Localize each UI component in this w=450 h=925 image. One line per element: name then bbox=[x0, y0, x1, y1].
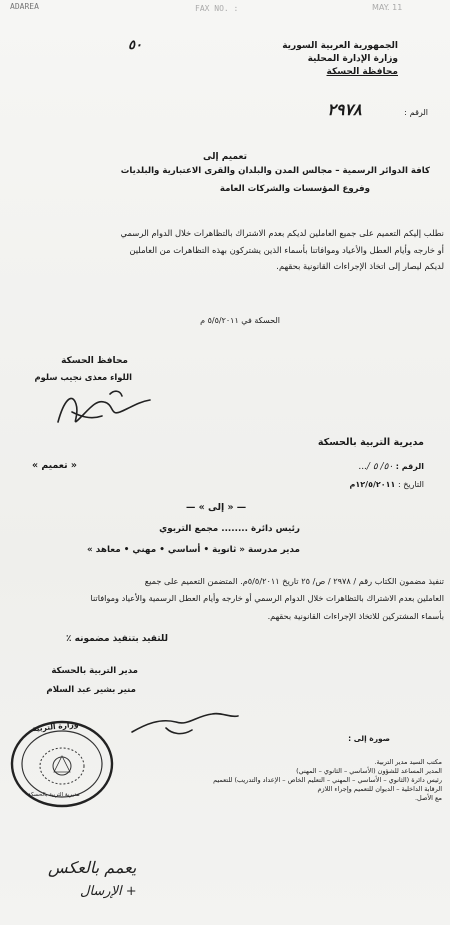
recipient-line-2: مدير مدرسة « ثانوية • أساسي • مهني • معاهد » bbox=[87, 545, 300, 555]
directorate-number bbox=[358, 462, 424, 472]
date-line: الحسكة في ٥/٥/٢٠١١ م bbox=[200, 316, 280, 325]
circular-label: « تعميم » bbox=[32, 460, 77, 471]
directorate-name: مديرية التربية بالحسكة bbox=[317, 437, 424, 448]
director-name: منير بشير عبد السلام bbox=[46, 685, 136, 695]
handwritten-note-1: يعمم بالعكس bbox=[48, 858, 137, 877]
directorate-date-value: ١٢/٥/٢٠١١م bbox=[349, 480, 396, 489]
cc-item: مكتب السيد مدير التربية. bbox=[374, 758, 442, 766]
to-label: — « إلى » — bbox=[186, 502, 247, 513]
cc-item: رئيس دائرة (الثانوي – الأساسي – المهني – التعليم الخاص – الإعداد والتدريب) للتعميم bbox=[213, 776, 442, 784]
cc-item: مع الأصل. bbox=[414, 794, 442, 802]
body-line-1: نطلب إليكم التعميم على جميع العاملين لديكم بعدم الاشتراك بالتظاهرات خلال الدوام الرسمي bbox=[120, 228, 444, 238]
official-stamp bbox=[6, 712, 118, 812]
fax-header-right: MAY. 11 bbox=[372, 3, 403, 12]
directive-emphasis: للتقيد بتنفيذ مضمونه ٪ bbox=[65, 634, 168, 644]
directive-line-3: بأسماء المشتركين للاتخاذ الإجراءات القانونية بحقهم. bbox=[267, 611, 444, 621]
body-line-2: أو خارجه وأيام العطل والأعياد وموافاتنا بأسماء الذين يشتركون بهذه التظاهرات من العاملين bbox=[129, 245, 444, 255]
cc-item: المدير المساعد للشؤون (الأساسي – الثانوي – المهني) bbox=[296, 767, 442, 775]
to-text: إلى bbox=[207, 502, 225, 513]
governor-signature bbox=[50, 382, 170, 432]
directive-line-1: تنفيذ مضمون الكتاب رقم / ٢٩٧٨ / ص/ ٢٥ تاريخ ٥/٥/٢٠١١م. المتضمن التعميم على جميع bbox=[144, 576, 444, 586]
document-number: ٥٠ bbox=[128, 38, 142, 53]
directorate-number-value: ٥٠/ ٥ /... bbox=[358, 462, 394, 472]
fax-header-middle: FAX NO. : bbox=[195, 4, 239, 13]
governor-name: اللواء معذى نجيب سلوم bbox=[34, 372, 132, 382]
director-title: مدير التربية بالحسكة bbox=[51, 666, 138, 676]
letterhead-governorate: محافظة الحسكة bbox=[326, 67, 398, 77]
recipient-line-1: رئيس دائرة ........ مجمع التربوي bbox=[159, 524, 300, 534]
director-signature bbox=[126, 702, 246, 742]
circular-addressee-2: وفروع المؤسسات والشركات العامة bbox=[219, 184, 370, 194]
directorate-date bbox=[350, 480, 424, 489]
cc-item: الرقابة الداخلية – الديوان للتعميم وإجراء اللازم bbox=[317, 785, 442, 793]
reference-label: الرقم bbox=[409, 108, 428, 117]
governor-title: محافظ الحسكة bbox=[61, 356, 128, 366]
circular-addressee-1: كافة الدوائر الرسمية – مجالس المدن والبلدان والقرى الاعتبارية والبلديات bbox=[120, 166, 430, 176]
stamp-text: وزارة التربية bbox=[31, 719, 79, 734]
letterhead-ministry: وزارة الإدارة المحلية bbox=[307, 54, 398, 64]
directorate-number-label: الرقم : bbox=[395, 462, 424, 471]
handwritten-note-2: + الإرسال bbox=[80, 884, 137, 899]
reference-value: ٢٩٧٨ bbox=[327, 100, 362, 119]
directorate-date-label: التاريخ : bbox=[397, 480, 424, 489]
cc-list bbox=[213, 758, 442, 803]
circular-title: تعميم إلى bbox=[203, 152, 247, 162]
cc-label: صورة إلى : bbox=[348, 734, 390, 743]
stamp-inner-text: مديرية التربية بالحسكة bbox=[28, 792, 80, 798]
letterhead-country: الجمهورية العربية السورية bbox=[282, 41, 398, 51]
reference: الرقم : ٢٩٧٨ bbox=[327, 100, 428, 119]
body-line-3: لديكم ليصار إلى اتخاذ الإجراءات القانونية بحقهم. bbox=[276, 261, 444, 271]
letterhead bbox=[282, 40, 398, 79]
directive-line-2: العاملين بعدم الاشتراك بالتظاهرات خلال الدوام الرسمي أو خارجه وأيام العطل الرسمية والأعياد وموافاتنا bbox=[90, 593, 444, 603]
fax-header-left: ADAREA bbox=[10, 2, 39, 11]
